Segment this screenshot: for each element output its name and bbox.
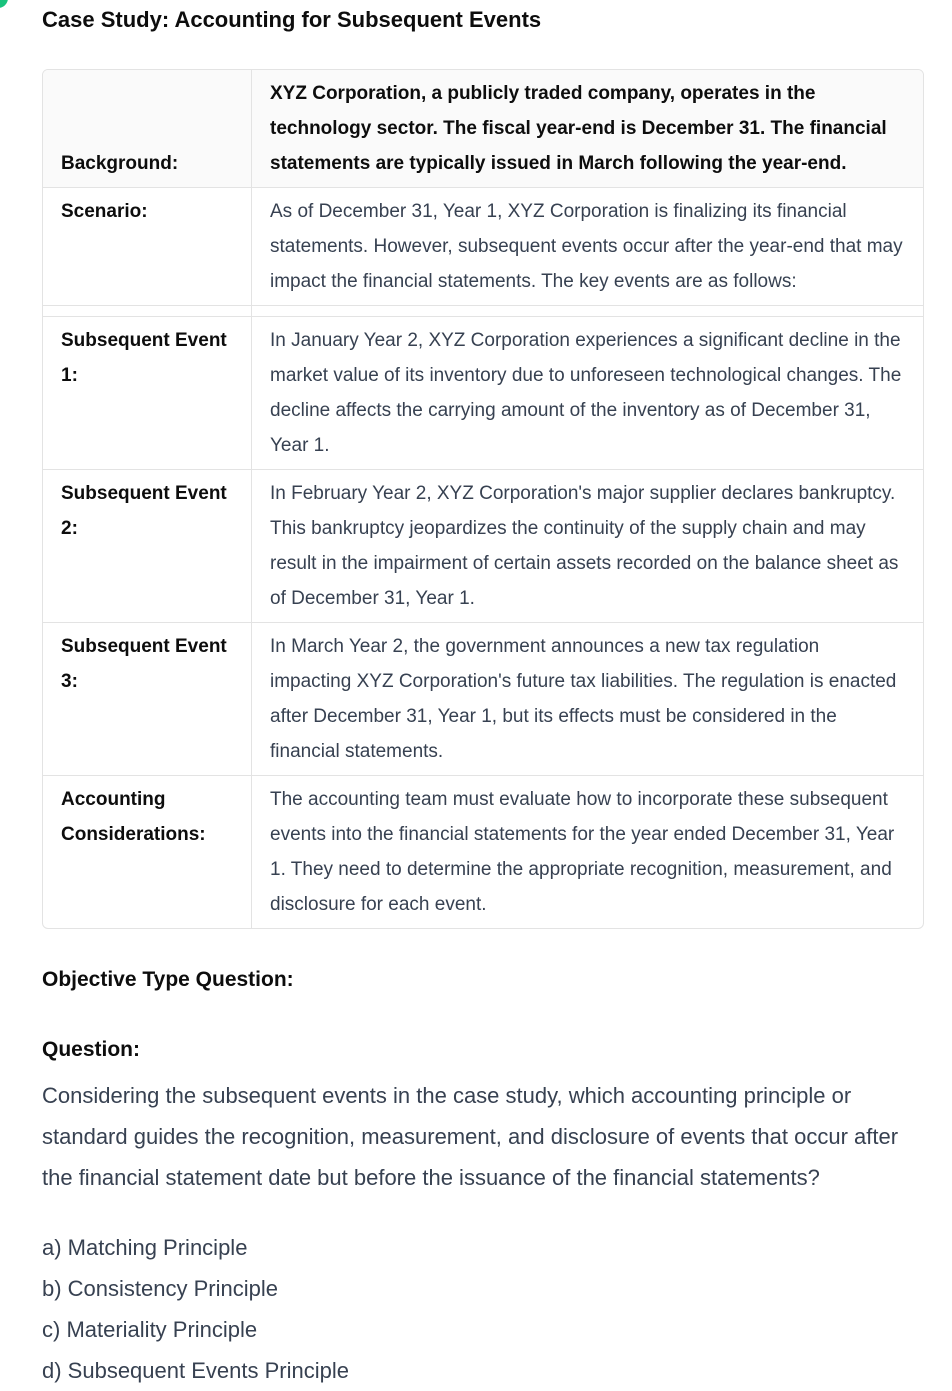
row-label: Accounting Considerations: (43, 776, 252, 928)
row-text: As of December 31, Year 1, XYZ Corporation is finalizing its financial statements. However, subsequent events occur after the year-end that may impact the financial statements. The key events are as follows: (252, 188, 923, 306)
assistant-avatar-icon (0, 0, 8, 8)
row-text: In January Year 2, XYZ Corporation experiences a significant decline in the market value of its inventory due to unforeseen technological changes. The decline affects the carrying amount of the inventory as of December 31, Year 1. (252, 317, 923, 470)
table-row-event-3 (43, 623, 923, 776)
table-row-event-2 (43, 470, 923, 623)
table-row-background (43, 70, 923, 188)
answer-option-a: a) Matching Principle (42, 1235, 248, 1260)
table-row-scenario (43, 188, 923, 306)
table-row-considerations (43, 776, 923, 928)
answer-option-d: d) Subsequent Events Principle (42, 1358, 349, 1383)
question-heading: Question: (42, 1038, 140, 1061)
table-row-empty (43, 306, 923, 317)
question-text: Considering the subsequent events in the case study, which accounting principle or standard guides the recognition, measurement, and disclosure of events that occur after the financial statement date but before the issuance of the financial statements? (42, 1083, 899, 1190)
page-title: Case Study: Accounting for Subsequent Events (42, 7, 542, 32)
row-label: Subsequent Event 2: (43, 470, 252, 623)
row-text: In February Year 2, XYZ Corporation's major supplier declares bankruptcy. This bankruptcy jeopardizes the continuity of the supply chain and may result in the impairment of certain assets recorded on the balance sheet as of December 31, Year 1. (252, 470, 923, 623)
answer-options (42, 1227, 924, 1391)
row-label: Scenario: (43, 188, 252, 306)
objective-heading: Objective Type Question: (42, 968, 294, 991)
row-label: Subsequent Event 1: (43, 317, 252, 470)
row-label: Background: (43, 70, 252, 188)
answer-option-b: b) Consistency Principle (42, 1276, 278, 1301)
case-study-table (42, 69, 924, 929)
empty-cell (252, 306, 923, 317)
answer-option-c: c) Materiality Principle (42, 1317, 258, 1342)
empty-cell (43, 306, 252, 317)
message-content (42, 0, 924, 1391)
table-row-event-1 (43, 317, 923, 470)
row-text: The accounting team must evaluate how to incorporate these subsequent events into the financial statements for the year ended December 31, Year 1. They need to determine the appropriate recognition, measurement, and disclosure for each event. (270, 789, 895, 915)
row-text: In March Year 2, the government announces a new tax regulation impacting XYZ Corporation's future tax liabilities. The regulation is enacted after December 31, Year 1, but its effects must be considered in the financial statements. (252, 623, 923, 776)
row-label: Subsequent Event 3: (43, 623, 252, 776)
row-text: XYZ Corporation, a publicly traded company, operates in the technology sector. The fiscal year-end is December 31. The financial statements are typically issued in March following the year-end. (252, 70, 923, 188)
